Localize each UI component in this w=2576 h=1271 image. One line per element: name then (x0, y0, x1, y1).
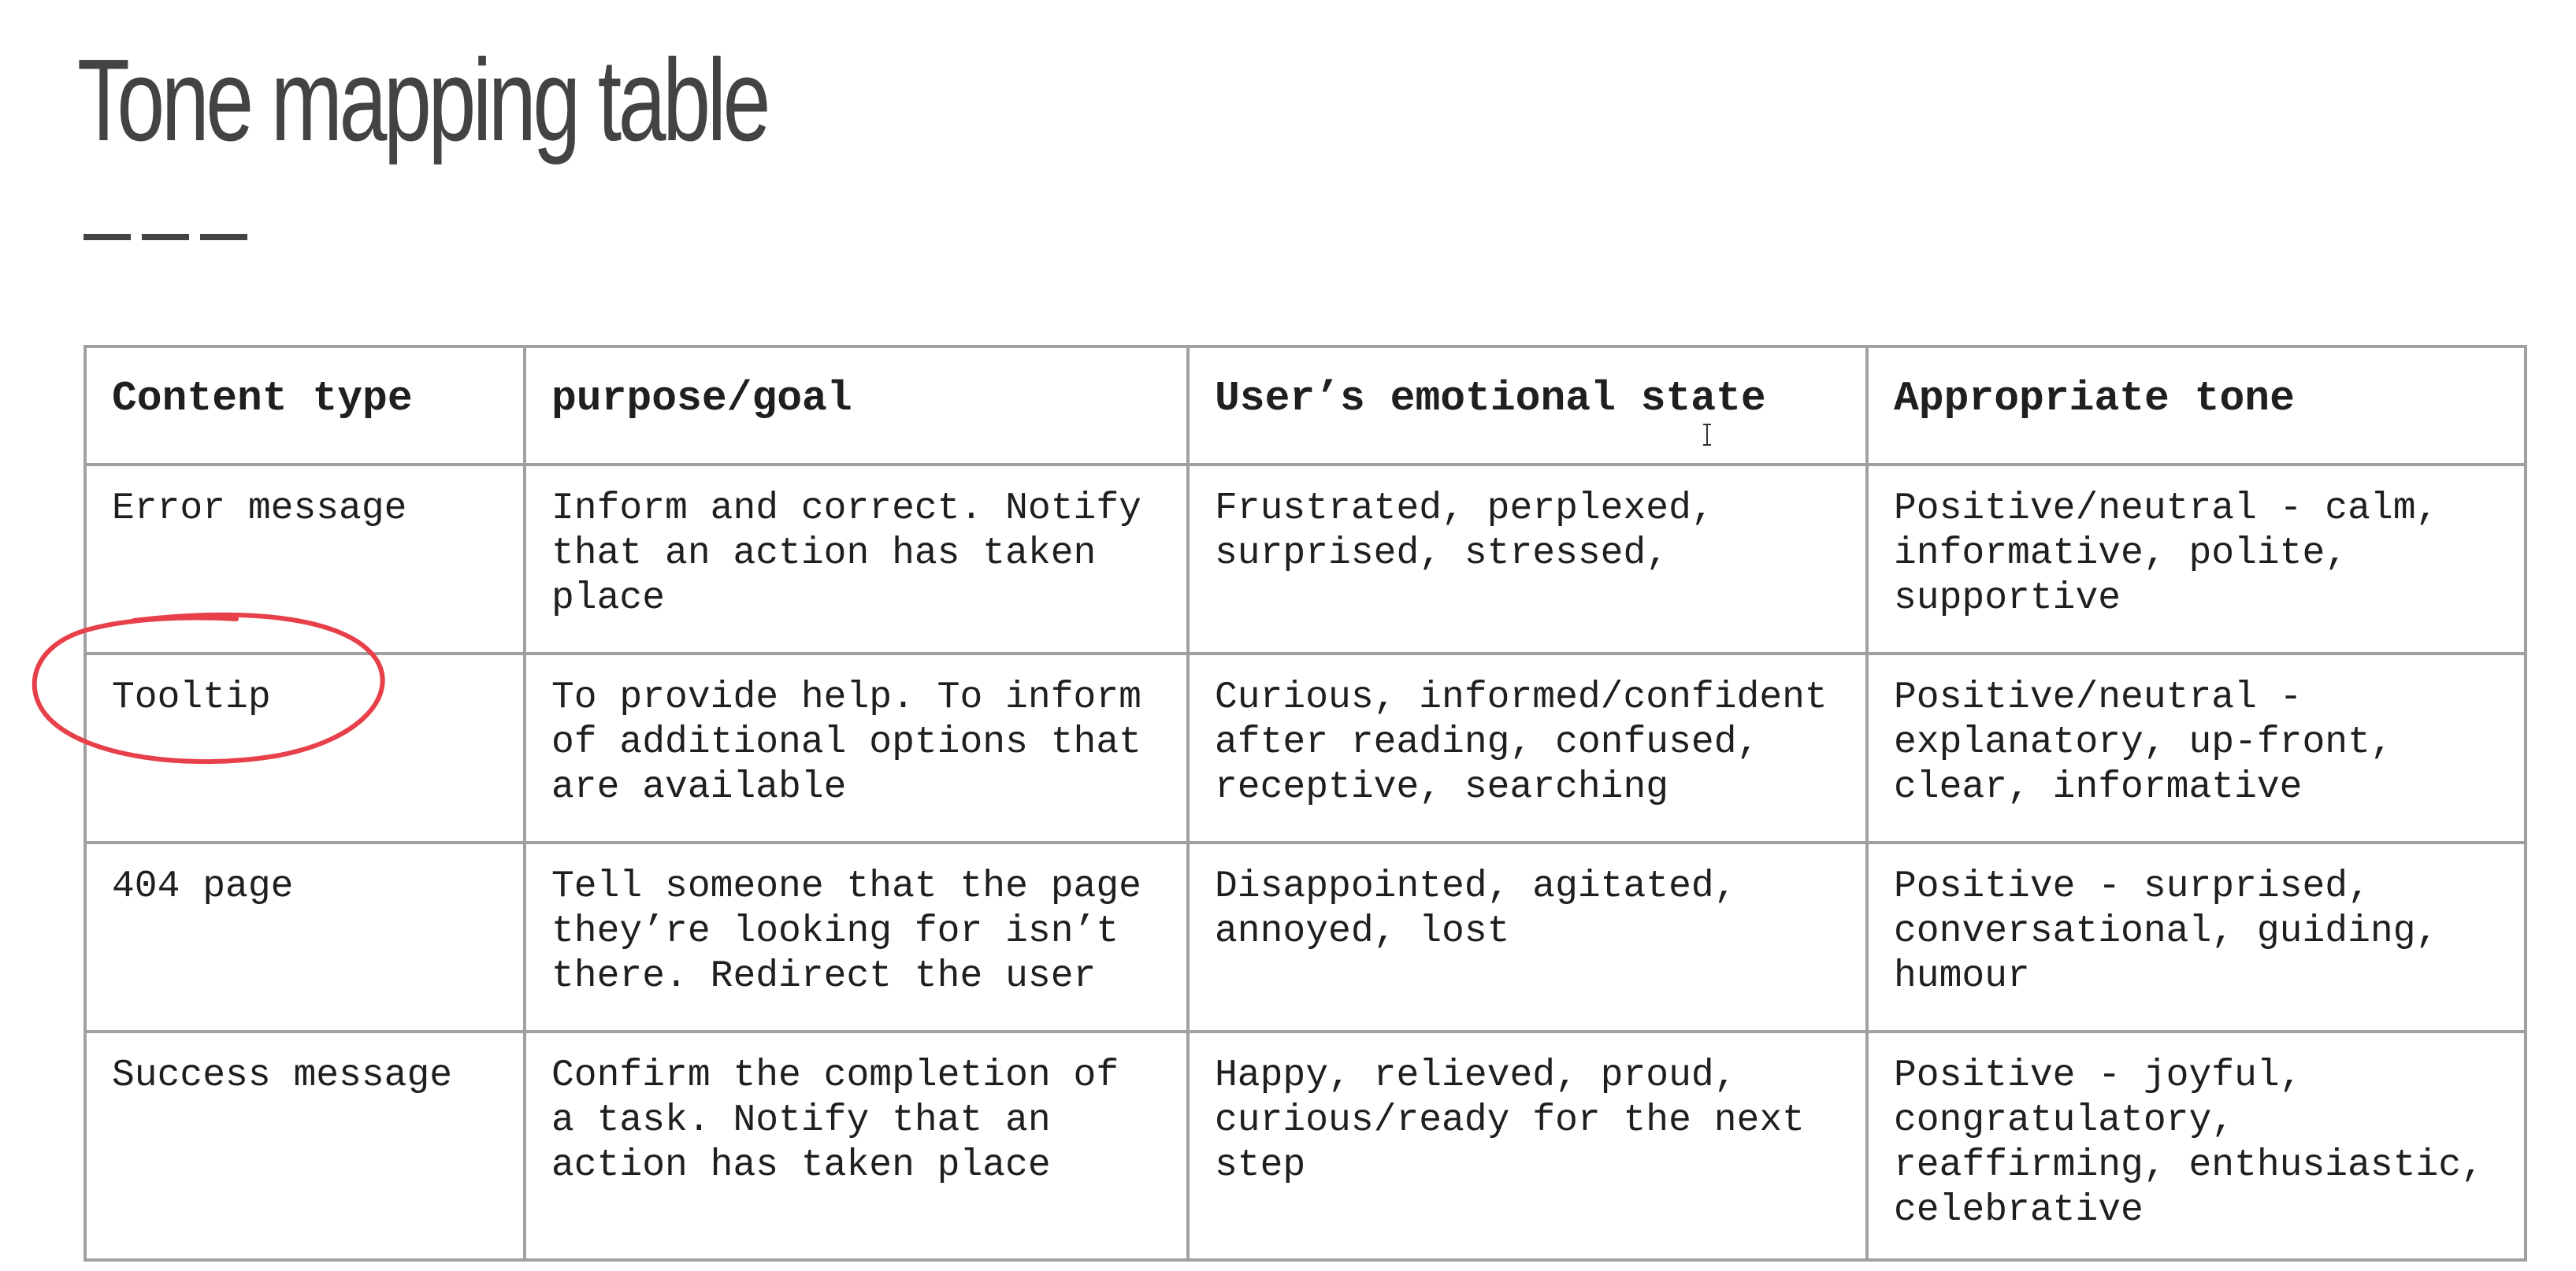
cell-appropriate-tone: Positive/neutral - explanatory, up-front, clear, informative (1867, 654, 2526, 843)
cell-purpose-goal: Inform and correct. Notify that an action has taken place (525, 465, 1188, 654)
dash (84, 234, 131, 240)
cell-emotional-state: Frustrated, perplexed, surprised, stressed, (1188, 465, 1867, 654)
cell-content-type: Error message (85, 465, 525, 654)
cell-content-type: Success message (85, 1032, 525, 1260)
tone-mapping-table (84, 345, 2527, 1262)
cell-content-type: Tooltip (85, 654, 525, 843)
table-row (85, 654, 2526, 843)
cell-appropriate-tone: Positive/neutral - calm, informative, polite, supportive (1867, 465, 2526, 654)
dash (142, 234, 189, 240)
header-appropriate-tone: Appropriate tone (1867, 346, 2526, 465)
cell-emotional-state: Happy, relieved, proud, curious/ready for the next step (1188, 1032, 1867, 1260)
page-title: Tone mapping table (77, 35, 768, 165)
header-row (85, 346, 2526, 465)
title-underline-dashes (84, 234, 260, 240)
cell-emotional-state: Disappointed, agitated, annoyed, lost (1188, 843, 1867, 1032)
table-row (85, 465, 2526, 654)
table-row (85, 843, 2526, 1032)
cell-purpose-goal: To provide help. To inform of additional options that are available (525, 654, 1188, 843)
header-content-type: Content type (85, 346, 525, 465)
header-purpose-goal: purpose/goal (525, 346, 1188, 465)
cell-appropriate-tone: Positive - surprised, conversational, guiding, humour (1867, 843, 2526, 1032)
cell-content-type: 404 page (85, 843, 525, 1032)
cell-appropriate-tone: Positive - joyful, congratulatory, reaffirming, enthusiastic, celebrative (1867, 1032, 2526, 1260)
header-emotional-state: User’s emotional state (1188, 346, 1867, 465)
table-row (85, 1032, 2526, 1260)
text-cursor-icon (1702, 424, 1713, 446)
cell-purpose-goal: Confirm the completion of a task. Notify that an action has taken place (525, 1032, 1188, 1260)
dash (200, 234, 247, 240)
cell-emotional-state: Curious, informed/confident after reading, confused, receptive, searching (1188, 654, 1867, 843)
cell-purpose-goal: Tell someone that the page they’re looking for isn’t there. Redirect the user (525, 843, 1188, 1032)
